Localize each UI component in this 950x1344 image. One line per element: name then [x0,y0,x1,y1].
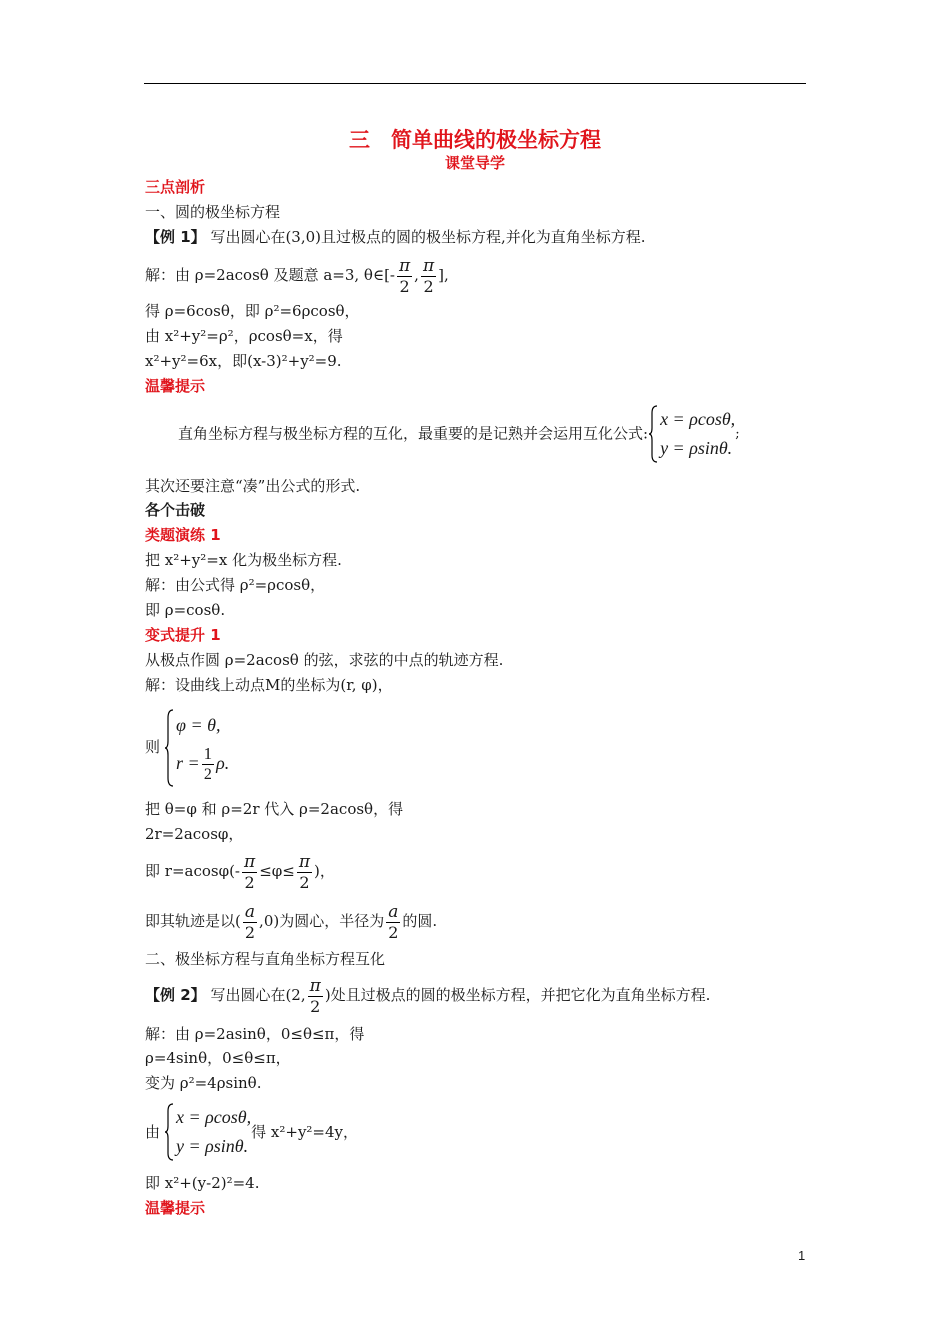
example2-text-a: 写出圆心在(2, [210,986,306,1004]
variant1-question: 从极点作圆 ρ=2acosθ 的弦，求弦的中点的轨迹方程. [145,651,504,669]
solution2-system [145,1101,358,1162]
example1-text: 写出圆心在(3,0)且过极点的圆的极坐标方程,并化为直角坐标方程. [210,228,646,246]
frac-numerator: π [244,851,256,872]
practice1-solution2: 即 ρ=cosθ. [145,601,226,619]
header-rule [144,83,806,84]
formula-x: x = ρcosθ, [176,1107,252,1127]
variant1-equations [164,709,229,785]
frac-denominator: 2 [244,872,255,892]
fraction-pi-over-2 [308,976,323,1017]
variant1-s5-a: 即其轨迹是以( [145,912,241,930]
tip1-tail: 其次还要注意“凑”出公式的形式. [145,477,361,495]
left-brace-icon [648,405,658,463]
variant1-system [145,706,229,787]
solution1-line1: 解：由 ρ=2acosθ 及题意 a=3, θ∈[- $\frac{\pi}{2}$ , $\frac{\pi}{2}$ ], [145,255,449,296]
variant1-solution1: 解：设曲线上动点M的坐标为(r, φ)， [145,676,393,694]
left-brace-icon [164,709,174,787]
variant1-solution3: 2r=2acosφ， [145,825,244,843]
page-subtitle: 课堂导学 [444,154,505,172]
part1-heading: 一、圆的极坐标方程 [145,203,281,221]
variant1-label: 变式提升 1 [145,626,221,644]
solution2-line2: ρ=4sinθ，0≤θ≤π， [145,1049,291,1067]
frac-numerator: a [243,902,257,923]
variant1-then: 则 [145,738,161,756]
solution1-line2: 得 ρ=6cosθ，即 ρ²=6ρcosθ， [145,302,360,320]
variant1-solution4 [145,850,335,893]
left-brace-icon [164,1103,174,1161]
section-each: 各个击破 [145,501,206,519]
fraction-pi-over-2 [397,256,412,297]
page-number: 1 [798,1248,806,1263]
tip1-label: 温馨提示 [145,377,206,395]
example2 [145,974,710,1017]
frac-numerator: π [309,975,321,996]
variant1-s5-b: ,0)为圆心，半径为 [259,912,385,930]
practice1-question: 把 x²+y²=x 化为极坐标方程. [145,551,342,569]
formula-x: x = ρcosθ, [660,409,736,429]
tip1-body [178,405,740,463]
tip1-text: 直角坐标方程与极坐标方程的互化，最重要的是记熟并会运用互化公式: [178,424,649,443]
frac-numerator: a [386,902,400,923]
frac-denominator: 2 [388,922,399,942]
solution2-line1: 解：由 ρ=2asinθ，0≤θ≤π，得 [145,1025,365,1043]
variant1-s4-b: ≤φ≤ [259,862,295,880]
frac-denominator: 2 [399,276,410,296]
frac-numerator: π [422,255,435,276]
formula-y: y = ρsinθ. [176,1136,249,1156]
formula-y: y = ρsinθ. [660,438,733,458]
solution2-you: 由 [145,1123,161,1141]
solution2-formula [164,1103,251,1161]
example2-tag: 【例 2】 [145,986,206,1004]
frac-denominator: 2 [203,766,212,784]
frac-denominator: 2 [244,922,256,942]
frac-denominator: 2 [423,276,434,296]
variant1-solution5 [145,900,437,943]
solution1-line3: 由 x²+y²=ρ²，ρcosθ=x，得 [145,327,343,345]
example1 [145,228,646,246]
frac-numerator: π [298,851,311,872]
practice1-solution1: 解：由公式得 ρ²=ρcosθ， [145,576,326,594]
variant1-solution2: 把 θ=φ 和 ρ=2r 代入 ρ=2acosθ，得 [145,800,404,818]
variant1-eq1: φ = θ, [176,714,221,735]
example2-text-b: )处且过极点的圆的极坐标方程，并把它化为直角坐标方程. [324,986,711,1004]
solution2-line3: 变为 ρ²=4ρsinθ. [145,1074,262,1092]
variant1-eq2 [176,741,229,785]
solution1-text-b: ], [438,266,449,284]
part2-heading: 二、极坐标方程与直角坐标方程互化 [145,950,386,968]
variant1-eq2-lhs: r = [176,752,200,773]
fraction-pi-over-2 [421,256,436,297]
conversion-formula [648,405,735,463]
practice1-label: 类题演练 1 [145,526,221,544]
variant1-eq2-rhs: ρ. [216,752,230,773]
solution2-get: 得 x²+y²=4y， [251,1123,359,1141]
fraction-pi-over-2 [297,852,312,893]
section-label: 三点剖析 [145,178,206,196]
frac-denominator: 2 [299,872,310,892]
fraction-one-half [202,744,215,785]
tip2-label: 温馨提示 [145,1199,206,1217]
example1-tag: 【例 1】 [145,228,206,246]
fraction-pi-over-2 [242,852,257,893]
solution2-line5: 即 x²+(y-2)²=4. [145,1174,260,1192]
frac-numerator: π [398,255,411,276]
variant1-s4-c: )， [314,862,335,880]
fraction-a-over-2 [386,902,400,943]
solution1-text-a: 解：由 ρ=2acosθ 及题意 a=3, θ∈[- [145,266,395,284]
frac-denominator: 2 [310,996,321,1016]
variant1-s4-a: 即 r=acosφ(- [145,862,241,880]
variant1-s5-c: 的圆. [402,912,438,930]
formula-semicolon: ; [735,426,740,442]
frac-numerator: 1 [203,744,213,764]
fraction-a-over-2 [243,902,257,943]
solution1-line4: x²+y²=6x，即(x-3)²+y²=9. [145,352,342,370]
page-title: 三 简单曲线的极坐标方程 [349,128,601,152]
